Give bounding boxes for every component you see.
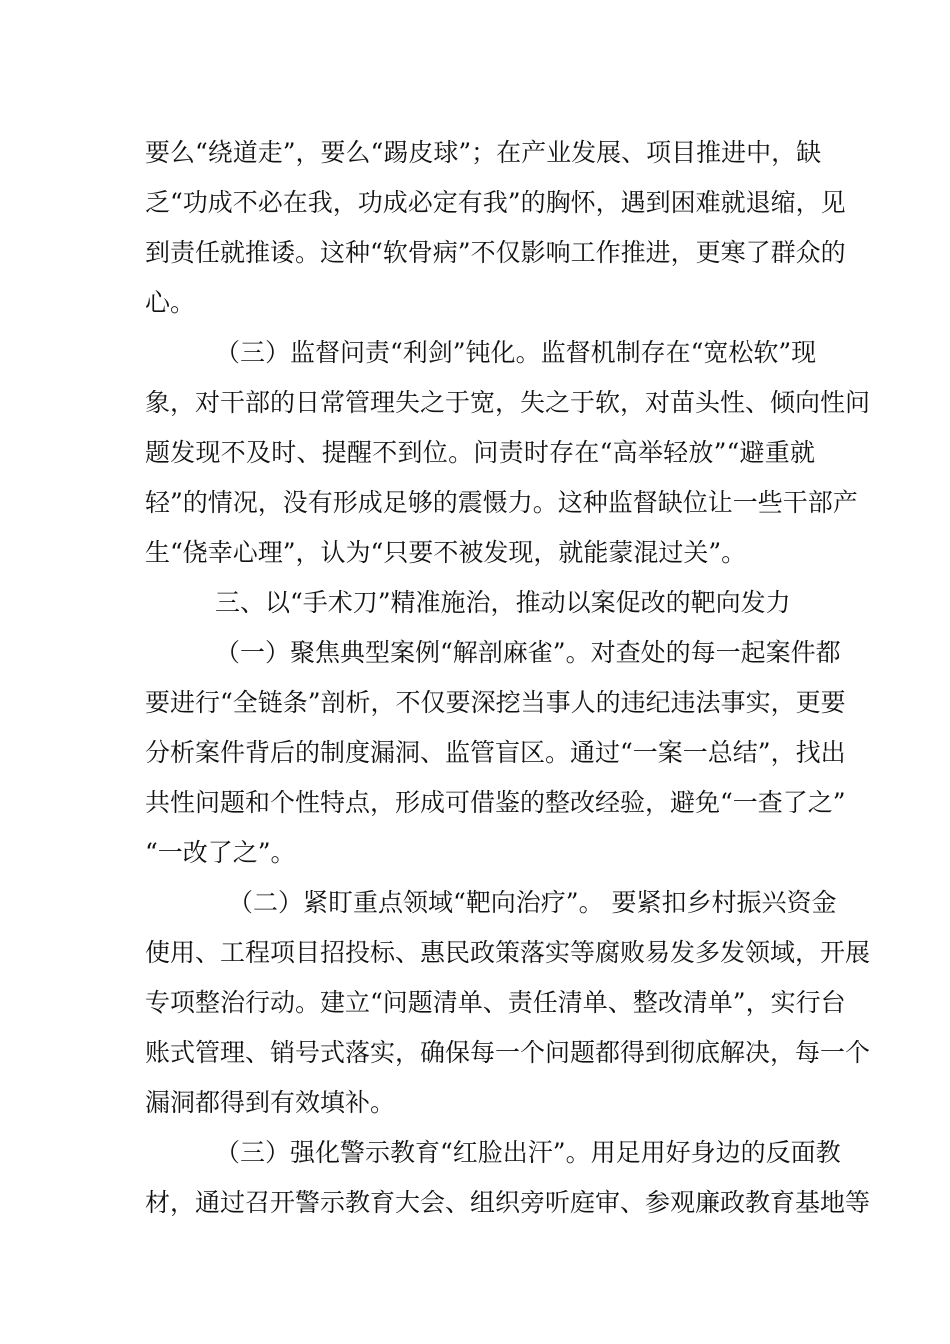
text-line-4: 心。 (145, 288, 196, 317)
text-line-8: 轻”的情况，没有形成足够的震慑力。这种监督缺位让一些干部产 (145, 488, 858, 517)
text-line-2: 乏“功成不必在我，功成必定有我”的胸怀，遇到困难就退缩，见 (145, 188, 846, 217)
text-line-17: 使用、工程项目招投标、惠民政策落实等腐败易发多发领域，开展 (145, 938, 871, 967)
text-line-1: 要么“绕道走”，要么“踢皮球”；在产业发展、项目推进中，缺 (145, 138, 822, 167)
text-line-20: 漏洞都得到有效填补。 (145, 1088, 396, 1117)
text-line-7: 题发现不及时、提醒不到位。问责时存在“高举轻放”“避重就 (145, 438, 815, 467)
paragraph-start-warning-education: （三）强化警示教育“红脸出汗”。用足用好身边的反面教 (215, 1138, 841, 1167)
text-line-18: 专项整治行动。建立“问题清单、责任清单、整改清单”，实行台 (145, 988, 846, 1017)
text-line-15: “一改了之”。 (145, 838, 296, 867)
section-heading-3: 三、以“手术刀”精准施治，推动以案促改的靶向发力 (215, 588, 791, 617)
text-line-12: 要进行“全链条”剖析，不仅要深挖当事人的违纪违法事实，更要 (145, 688, 846, 717)
text-line-22: 材，通过召开警示教育大会、组织旁听庭审、参观廉政教育基地等 (145, 1188, 871, 1217)
text-line-3: 到责任就推诿。这种“软骨病”不仅影响工作推进，更寒了群众的 (145, 238, 846, 267)
text-line-6: 象，对干部的日常管理失之于宽，失之于软，对苗头性、倾向性问 (145, 388, 871, 417)
paragraph-start-key-areas: （二）紧盯重点领域“靶向治疗”。 要紧扣乡村振兴资金 (228, 888, 837, 917)
text-line-13: 分析案件背后的制度漏洞、监管盲区。通过“一案一总结”，找出 (145, 738, 846, 767)
paragraph-start-supervision: （三）监督问责“利剑”钝化。监督机制存在“宽松软”现 (215, 338, 817, 367)
text-line-9: 生“侥幸心理”，认为“只要不被发现，就能蒙混过关”。 (145, 538, 747, 567)
paragraph-start-cases: （一）聚焦典型案例“解剖麻雀”。对查处的每一起案件都 (215, 638, 841, 667)
text-line-19: 账式管理、销号式落实，确保每一个问题都得到彻底解决，每一个 (145, 1038, 871, 1067)
text-line-14: 共性问题和个性特点，形成可借鉴的整改经验，避免“一查了之” (145, 788, 846, 817)
